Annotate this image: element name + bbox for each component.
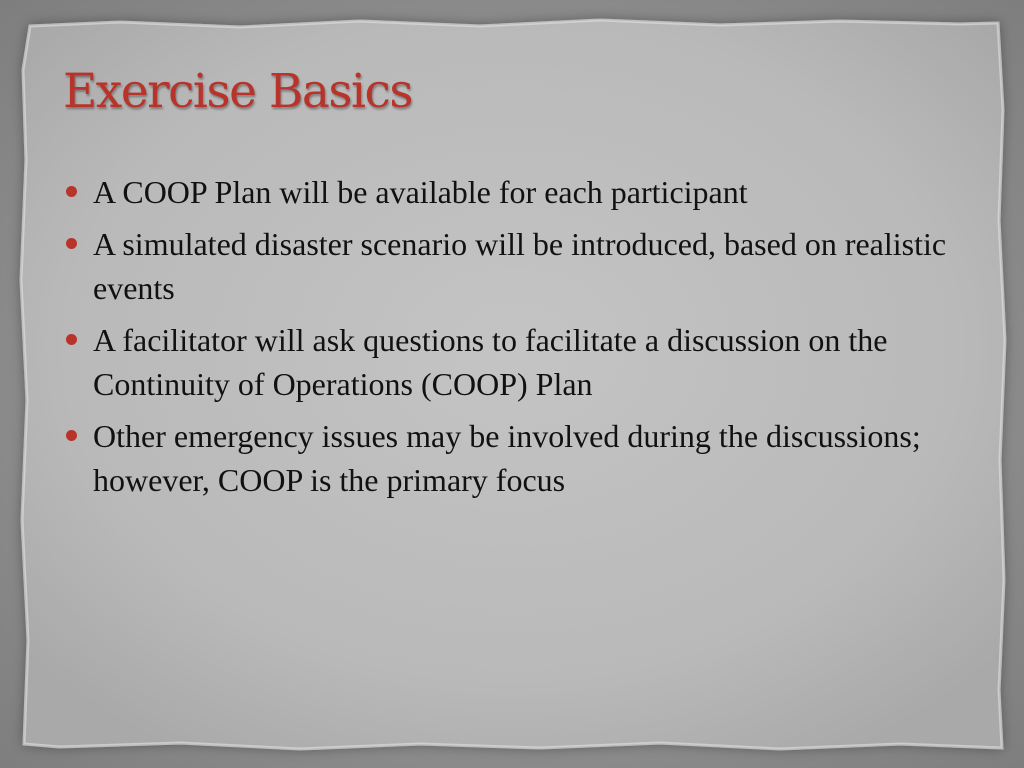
bullet-list [66,170,966,510]
bullet-text: A facilitator will ask questions to facilitate a discussion on the Continuity of Operations (COOP) Plan [93,322,888,402]
slide-title: Exercise Basics [63,64,412,119]
bullet-dot-icon [66,186,77,197]
bullet-item [66,170,966,214]
bullet-item [66,222,966,310]
bullet-item [66,318,966,406]
bullet-text: A simulated disaster scenario will be introduced, based on realistic events [93,226,947,306]
bullet-item [66,414,966,502]
bullet-dot-icon [66,334,77,345]
bullet-text: A COOP Plan will be available for each participant [93,174,748,210]
bullet-text: Other emergency issues may be involved during the discussions; however, COOP is the primary focus [93,418,921,498]
bullet-dot-icon [66,238,77,249]
bullet-dot-icon [66,430,77,441]
